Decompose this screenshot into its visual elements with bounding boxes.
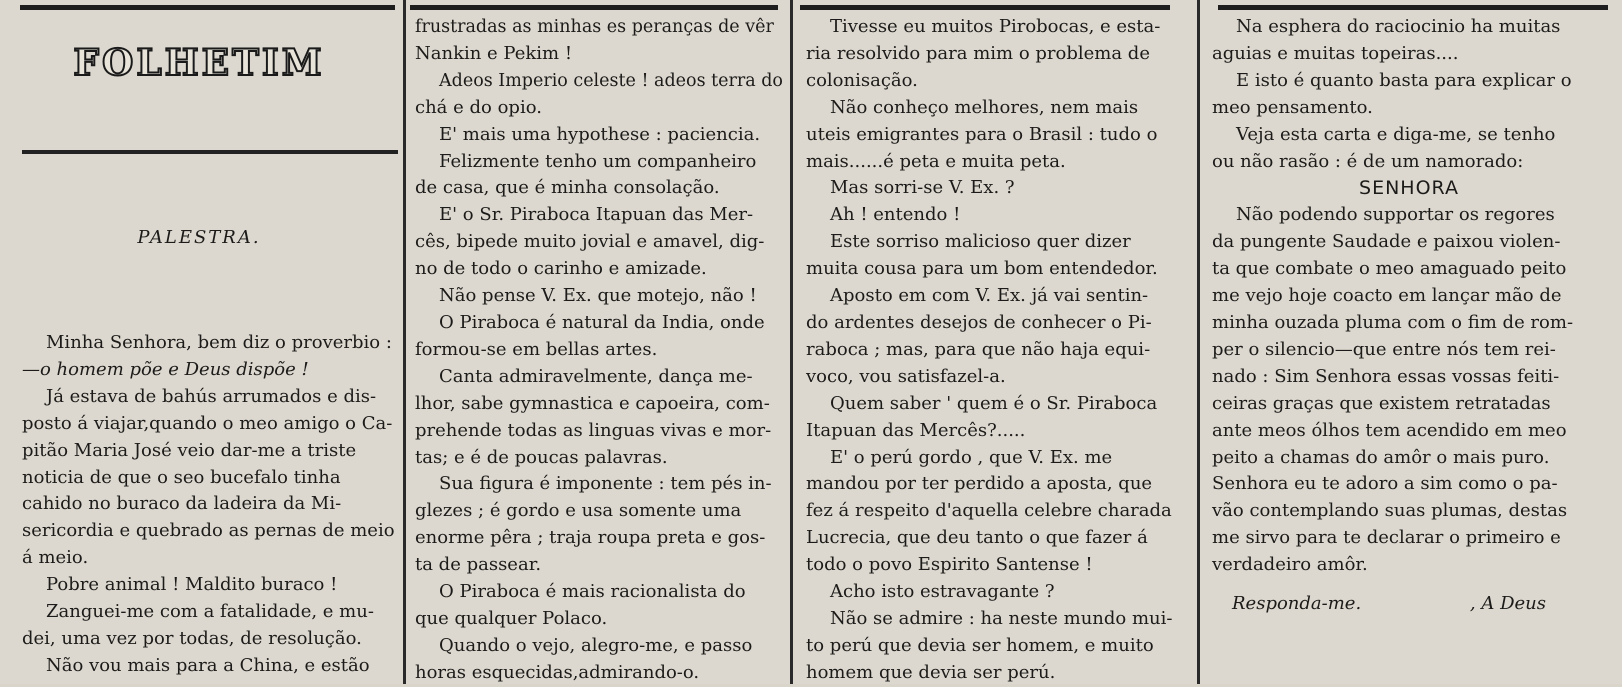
column-rule: [403, 0, 406, 684]
text-line: Canta admiravelmente, dança me-: [439, 365, 753, 387]
sign-right: , A Deus: [1469, 593, 1546, 615]
column-4-text: [1212, 14, 1606, 618]
text-line: O Piraboca é mais racionalista do: [439, 581, 746, 603]
text-line: Nankin e Pekim !: [415, 42, 573, 64]
text-line: posto á viajar,quando o meo amigo o Ca-: [22, 412, 393, 434]
text-line: Acho isto estravagante ?: [830, 581, 1055, 603]
text-line: que qualquer Polaco.: [415, 607, 608, 629]
text-line: horas esquecidas,admirando-o.: [415, 661, 700, 683]
text-line: Não conheço melhores, nem mais: [830, 96, 1139, 118]
text-line: ta de passear.: [415, 554, 542, 576]
text-line: lhor, sabe gymnastica e capoeira, com-: [415, 392, 770, 414]
text-line: Não podendo supportar os regores: [1236, 204, 1555, 226]
text-line: chá e do opio.: [415, 96, 542, 118]
column-2-text: [415, 14, 783, 687]
text-line: muita cousa para um bom entendedor.: [806, 258, 1158, 280]
column-rule: [1197, 0, 1200, 684]
text-line: Sua figura é imponente : tem pés in-: [439, 473, 772, 495]
text-line: ceiras graças que existem retratadas: [1212, 392, 1551, 414]
letter-signature: [1212, 591, 1606, 618]
text-line: glezes ; é gordo e usa somente uma: [415, 500, 742, 522]
text-line: do ardentes desejos de conhecer o Pi-: [806, 311, 1152, 333]
text-line: noticia de que o seo bucefalo tinha: [22, 466, 341, 488]
text-line: cahido no buraco da ladeira da Mi-: [22, 493, 342, 515]
text-line: Não vou mais para a China, e estão: [46, 654, 370, 676]
text-line: to perú que devia ser homem, e muito: [806, 634, 1154, 656]
section-title: PALESTRA.: [137, 227, 261, 248]
text-line: fez á respeito d'aquella celebre charada: [806, 500, 1172, 522]
text-line: Zanguei-me com a fatalidade, e mu-: [46, 601, 374, 623]
text-line: Já estava de bahús arrumados e dis-: [46, 385, 377, 407]
text-line: me sirvo para te declarar o primeiro e: [1212, 527, 1561, 549]
text-line: ante meos ólhos tem acendido em meo: [1212, 419, 1567, 441]
text-line: Felizmente tenho um companheiro: [439, 150, 757, 172]
text-line: mandou por ter perdido a aposta, que: [806, 473, 1153, 495]
text-line: Na esphera do raciocinio ha muitas: [1236, 16, 1561, 37]
text-line: mais......é peta e muita peta.: [806, 150, 1066, 172]
text-line: cês, bipede muito jovial e amavel, dig-: [415, 231, 765, 253]
text-line: E' mais uma hypothese : paciencia.: [439, 123, 761, 145]
text-line: Mas sorri-se V. Ex. ?: [830, 177, 1015, 199]
text-line: Veja esta carta e diga-me, se tenho: [1236, 123, 1556, 145]
text-line: sericordia e quebrado as pernas de meio: [22, 520, 395, 542]
text-line: todo o povo Espirito Santense !: [806, 554, 1093, 576]
text-line: Minha Senhora, bem diz o proverbio :: [46, 332, 392, 353]
masthead-rule: [22, 150, 398, 154]
text-line: tas; e é de poucas palavras.: [415, 446, 668, 468]
text-line: raboca ; mas, para que não haja equi-: [806, 338, 1151, 360]
text-line: peito a chamas do amôr o mais puro.: [1212, 446, 1550, 468]
text-line: enorme pêra ; traja roupa preta e gos-: [415, 527, 766, 549]
text-line: ou não rasão : é de um namorado:: [1212, 150, 1524, 172]
top-rule: [1218, 5, 1608, 10]
column-3-text: [806, 14, 1180, 687]
text-line: da pungente Saudade e paixou violen-: [1212, 231, 1561, 253]
text-line: Senhora eu te adoro a sim como o pa-: [1212, 473, 1558, 495]
text-line: ta que combate o meo amaguado peito: [1212, 258, 1567, 280]
text-line: Tivesse eu muitos Pirobocas, e esta-: [830, 16, 1161, 37]
letter-salutation: SENHORA: [1359, 177, 1459, 200]
top-rule: [410, 5, 778, 10]
text-line: Aposto em com V. Ex. já vai sentin-: [830, 285, 1149, 307]
text-line: Pobre animal ! Maldito buraco !: [46, 574, 338, 596]
text-line: aguias e muitas topeiras....: [1212, 42, 1459, 64]
top-rule: [20, 5, 395, 10]
text-line: colonisação.: [806, 69, 918, 91]
text-line: Não se admire : ha neste mundo mui-: [830, 607, 1173, 629]
sign-left: Responda-me.: [1232, 593, 1362, 615]
text-line: E' o Sr. Piraboca Itapuan das Mer-: [439, 204, 754, 226]
text-line: homem que devia ser perú.: [806, 661, 1056, 683]
text-line: E isto é quanto basta para explicar o: [1236, 69, 1572, 91]
text-line: pitão Maria José veio dar-me a triste: [22, 439, 357, 461]
text-line: O Piraboca é natural da India, onde: [439, 311, 765, 333]
text-line: uteis emigrantes para o Brasil : tudo o: [806, 123, 1158, 145]
text-line: á meio.: [22, 547, 89, 569]
column-rule: [790, 0, 793, 684]
text-line: E' o perú gordo , que V. Ex. me: [830, 446, 1113, 468]
text-line: frustradas as minhas es peranças de vêr: [415, 17, 774, 37]
text-line: Ah ! entendo !: [830, 204, 961, 226]
masthead-title: FOLHETIM: [73, 42, 325, 84]
text-line: Este sorriso malicioso quer dizer: [830, 231, 1131, 253]
text-line: Quando o vejo, alegro-me, e passo: [439, 634, 753, 656]
text-line: Não pense V. Ex. que motejo, não !: [439, 285, 757, 307]
text-line: vão contemplando suas plumas, destas: [1212, 500, 1568, 522]
top-rule: [800, 5, 1170, 10]
text-line: nado : Sim Senhora essas vossas feiti-: [1212, 365, 1560, 387]
text-line: prehende todas as linguas vivas e mor-: [415, 419, 772, 441]
text-line: voco, vou satisfazel-a.: [806, 365, 1006, 387]
text-line: Itapuan das Mercês?.....: [806, 419, 1026, 441]
text-line: Lucrecia, que deu tanto o que fazer á: [806, 527, 1148, 549]
text-line: dei, uma vez por todas, de resolução.: [22, 627, 362, 649]
text-line: formou-se em bellas artes.: [415, 338, 658, 360]
text-line: Adeos Imperio celeste ! adeos terra do: [439, 70, 783, 91]
text-line: me vejo hoje coacto em lançar mão de: [1212, 285, 1562, 307]
column-1-text: [22, 330, 398, 680]
text-line: per o silencio—que entre nós tem rei-: [1212, 338, 1556, 360]
text-line: Quem saber ' quem é o Sr. Piraboca: [830, 392, 1158, 414]
text-line: meo pensamento.: [1212, 96, 1373, 118]
text-line: —o homem põe e Deus dispõe !: [22, 358, 309, 380]
text-line: no de todo o carinho e amizade.: [415, 258, 707, 280]
text-line: minha ouzada pluma com o fim de rom-: [1212, 311, 1574, 333]
text-line: de casa, que é minha consolação.: [415, 177, 720, 199]
text-line: verdadeiro amôr.: [1212, 554, 1368, 576]
text-line: ria resolvido para mim o problema de: [806, 42, 1150, 64]
